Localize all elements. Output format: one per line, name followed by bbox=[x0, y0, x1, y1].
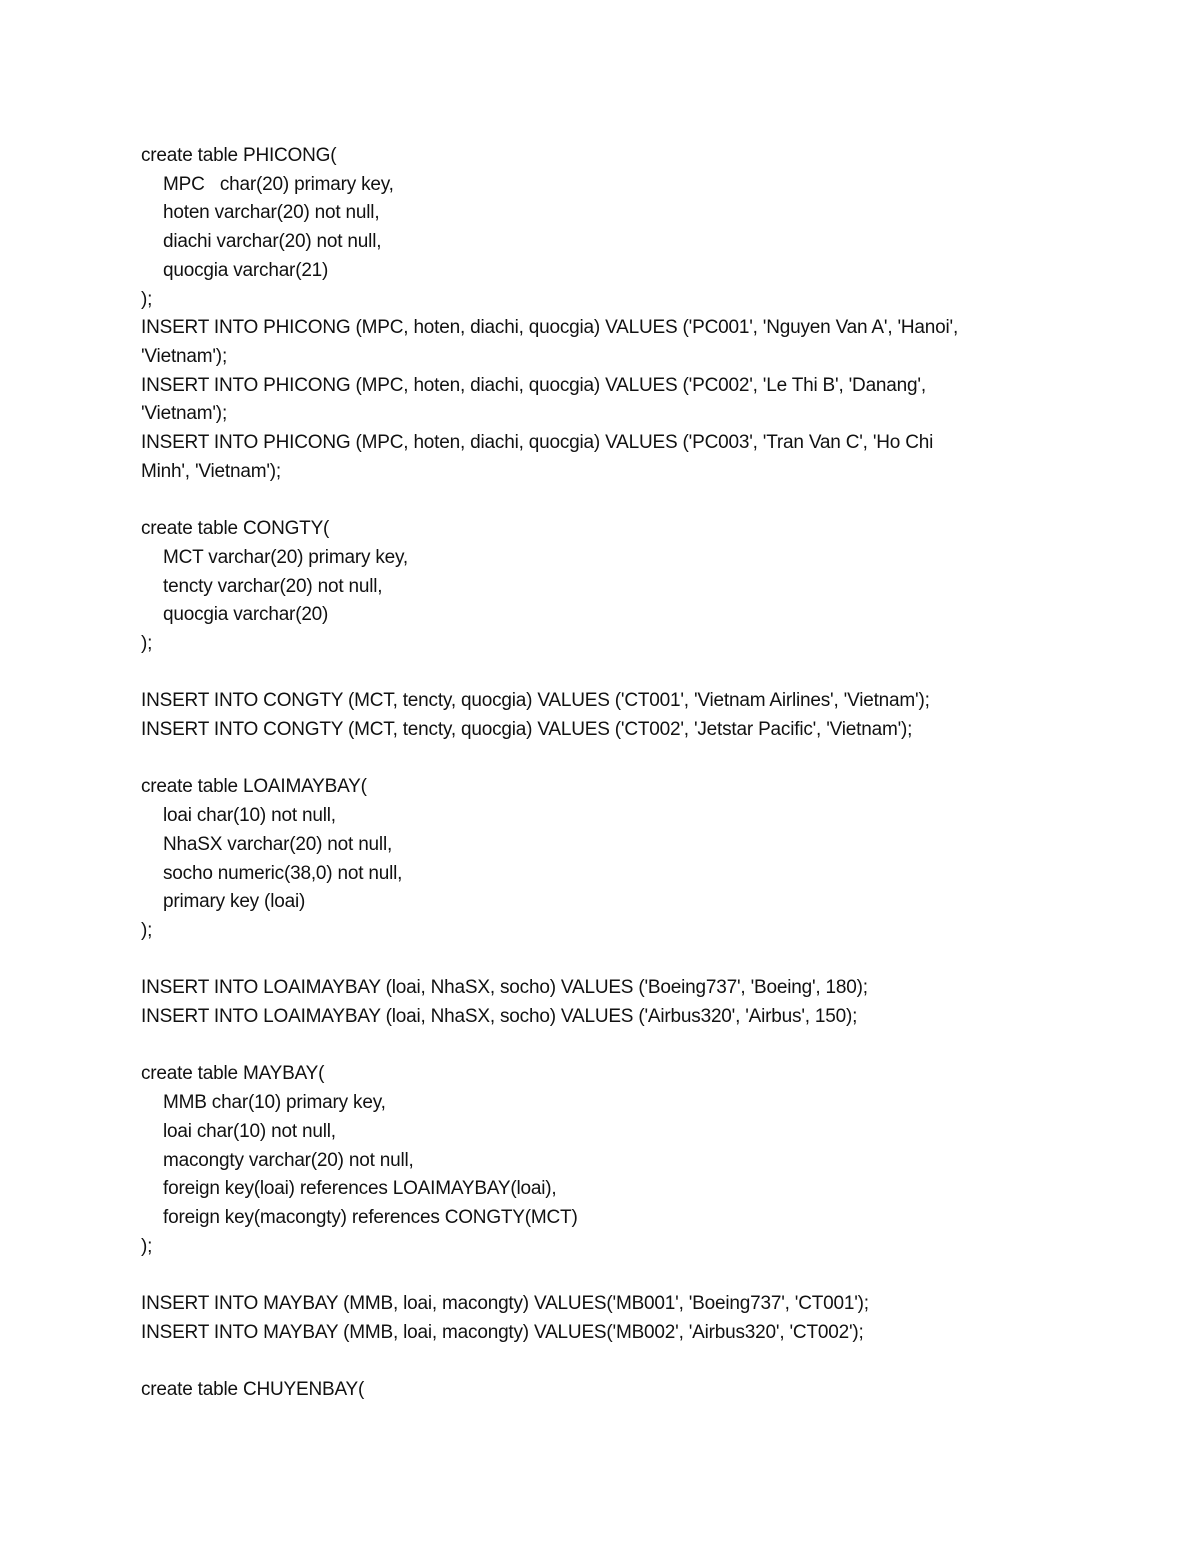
code-line: quocgia varchar(21) bbox=[163, 259, 329, 281]
code-line: ); bbox=[141, 1235, 153, 1257]
code-line: 'Vietnam'); bbox=[141, 345, 228, 367]
blank-line bbox=[141, 486, 1061, 515]
code-line: create table MAYBAY( bbox=[141, 1063, 325, 1085]
document-body bbox=[141, 142, 1061, 1405]
code-line: tencty varchar(20) not null, bbox=[163, 575, 383, 597]
code-line: hoten varchar(20) not null, bbox=[163, 202, 380, 224]
code-line: INSERT INTO PHICONG (MPC, hoten, diachi, quocgia) VALUES ('PC003', 'Tran Van C', 'Ho Chi bbox=[141, 432, 934, 454]
blank-line bbox=[141, 1032, 1061, 1061]
code-line: Minh', 'Vietnam'); bbox=[141, 460, 281, 482]
code-line: MMB char(10) primary key, bbox=[163, 1092, 386, 1114]
blank-line bbox=[141, 659, 1061, 688]
code-line: quocgia varchar(20) bbox=[163, 604, 329, 626]
blank-line bbox=[141, 1347, 1061, 1376]
blank-line bbox=[141, 1261, 1061, 1290]
code-line: ); bbox=[141, 919, 153, 941]
code-line: INSERT INTO PHICONG (MPC, hoten, diachi, quocgia) VALUES ('PC001', 'Nguyen Van A', 'Hanoi', bbox=[141, 317, 959, 339]
code-line: primary key (loai) bbox=[163, 891, 306, 913]
code-line: MPC char(20) primary key, bbox=[163, 173, 394, 195]
code-line: INSERT INTO CONGTY (MCT, tencty, quocgia) VALUES ('CT001', 'Vietnam Airlines', 'Vietnam'); bbox=[141, 690, 930, 712]
code-line: create table LOAIMAYBAY( bbox=[141, 776, 367, 798]
blank-line bbox=[141, 745, 1061, 774]
code-line: create table PHICONG( bbox=[141, 145, 337, 166]
code-line: foreign key(loai) references LOAIMAYBAY(loai), bbox=[163, 1178, 557, 1200]
code-line: ); bbox=[141, 288, 153, 310]
code-line: 'Vietnam'); bbox=[141, 403, 228, 425]
code-line: INSERT INTO CONGTY (MCT, tencty, quocgia) VALUES ('CT002', 'Jetstar Pacific', 'Vietnam'); bbox=[141, 719, 913, 741]
code-line: INSERT INTO PHICONG (MPC, hoten, diachi, quocgia) VALUES ('PC002', 'Le Thi B', 'Danang', bbox=[141, 374, 926, 396]
code-line: INSERT INTO MAYBAY (MMB, loai, macongty) VALUES('MB001', 'Boeing737', 'CT001'); bbox=[141, 1293, 869, 1315]
code-line: loai char(10) not null, bbox=[163, 805, 336, 827]
code-line: macongty varchar(20) not null, bbox=[163, 1149, 414, 1171]
blank-line bbox=[141, 946, 1061, 975]
code-line: MCT varchar(20) primary key, bbox=[163, 546, 408, 568]
code-line: INSERT INTO LOAIMAYBAY (loai, NhaSX, socho) VALUES ('Airbus320', 'Airbus', 150); bbox=[141, 1006, 858, 1028]
code-line: INSERT INTO LOAIMAYBAY (loai, NhaSX, socho) VALUES ('Boeing737', 'Boeing', 180); bbox=[141, 977, 868, 999]
code-line: foreign key(macongty) references CONGTY(MCT) bbox=[163, 1206, 578, 1228]
code-line: socho numeric(38,0) not null, bbox=[163, 862, 403, 884]
code-line: loai char(10) not null, bbox=[163, 1120, 336, 1142]
code-line: create table CHUYENBAY( bbox=[141, 1379, 365, 1401]
code-line: create table CONGTY( bbox=[141, 518, 330, 540]
code-line: ); bbox=[141, 632, 153, 654]
code-line: diachi varchar(20) not null, bbox=[163, 231, 382, 253]
code-line: INSERT INTO MAYBAY (MMB, loai, macongty) VALUES('MB002', 'Airbus320', 'CT002'); bbox=[141, 1321, 864, 1343]
code-line: NhaSX varchar(20) not null, bbox=[163, 833, 393, 855]
